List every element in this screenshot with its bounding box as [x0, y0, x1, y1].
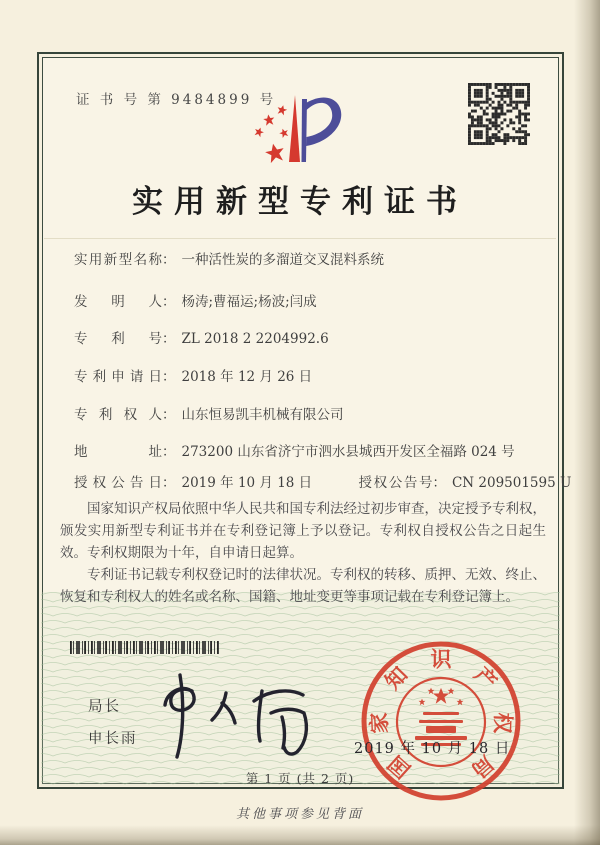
field-pair-grant-date	[74, 475, 316, 491]
field-label: 地址	[74, 444, 162, 460]
legal-text	[60, 498, 546, 608]
handwritten-signature	[138, 665, 323, 770]
field-colon: ：	[432, 475, 446, 491]
back-side-note: 其他事项参见背面	[235, 807, 364, 822]
field-colon: ：	[162, 331, 176, 347]
signer-name: 申长雨	[88, 731, 138, 747]
field-value: 273200 山东省济宁市泗水县城西开发区全福路 024 号	[181, 444, 515, 460]
field-row-inventors	[74, 290, 317, 310]
red-stars-icon	[253, 104, 290, 164]
field-row-filing-date	[74, 365, 312, 385]
legal-paragraph-2: 专利证书记载专利权登记时的法律状况。专利权的转移、质押、无效、终止、恢复和专利权人的姓名或名称、国籍、地址变更等事项记载在专利登记簿上。	[60, 567, 546, 605]
field-value: ZL 2018 2 2204992.6	[181, 331, 329, 347]
svg-text:家: 家	[366, 712, 392, 734]
field-pair-grant-no	[358, 475, 571, 491]
barcode-icon	[70, 641, 220, 654]
field-label: 授权公告号	[358, 475, 433, 491]
logo-blue-p	[302, 97, 342, 162]
qr-code-icon	[468, 83, 530, 145]
field-label: 发明人	[74, 294, 162, 310]
field-label: 实用新型名称	[74, 252, 162, 268]
field-row-name	[74, 248, 384, 268]
svg-text:国: 国	[382, 750, 416, 784]
field-label: 专利权人	[74, 407, 162, 423]
field-row-patent-no	[74, 327, 329, 347]
field-colon: ：	[162, 475, 176, 491]
scan-edge-shadow-bottom	[0, 825, 600, 845]
signer-block	[88, 695, 138, 759]
title-divider	[44, 238, 556, 239]
field-colon: ：	[162, 369, 176, 385]
legal-paragraph-1: 国家知识产权局依照中华人民共和国专利法经过初步审查，决定授予专利权，颁发实用新型专利证书并在专利登记簿上予以登记。专利权自授权公告之日起生效。专利权期限为十年，自申请日起算。	[60, 501, 546, 561]
official-seal	[353, 636, 529, 808]
field-colon: ：	[162, 252, 176, 268]
field-colon: ：	[162, 407, 176, 423]
field-value: 杨涛;曹福运;杨波;闫成	[181, 294, 317, 310]
signer-role: 局长	[88, 699, 121, 715]
field-row-address	[74, 440, 515, 460]
field-value: CN 209501595 U	[451, 475, 572, 491]
field-label: 专利号	[74, 331, 162, 347]
seal-date: 2019 年 10 月 18 日	[354, 741, 511, 757]
field-colon: ：	[162, 294, 176, 310]
scan-edge-shadow-right	[574, 0, 600, 845]
field-label: 授权公告日	[74, 475, 162, 491]
svg-text:权: 权	[490, 712, 516, 734]
svg-text:局: 局	[466, 750, 500, 784]
page-number: 第 1 页 (共 2 页)	[245, 771, 355, 786]
field-value: 2019 年 10 月 18 日	[181, 475, 313, 491]
svg-text:产: 产	[469, 661, 503, 695]
certificate-number: 证 书 号 第 9484899 号	[76, 92, 277, 108]
field-colon: ：	[162, 444, 176, 460]
logo-red-wedge	[289, 95, 300, 162]
field-row-grant	[74, 471, 571, 491]
field-value: 山东恒易凯丰机械有限公司	[181, 407, 344, 423]
svg-text:识: 识	[430, 646, 452, 672]
svg-text:知: 知	[379, 661, 413, 695]
cnipa-logo-icon	[248, 82, 352, 170]
certificate-title: 实用新型专利证书	[132, 184, 468, 220]
field-value: 一种活性炭的多溜道交叉混料系统	[181, 252, 384, 268]
field-row-patentee	[74, 403, 344, 423]
field-label: 专利申请日	[74, 369, 162, 385]
field-value: 2018 年 12 月 26 日	[181, 369, 313, 385]
